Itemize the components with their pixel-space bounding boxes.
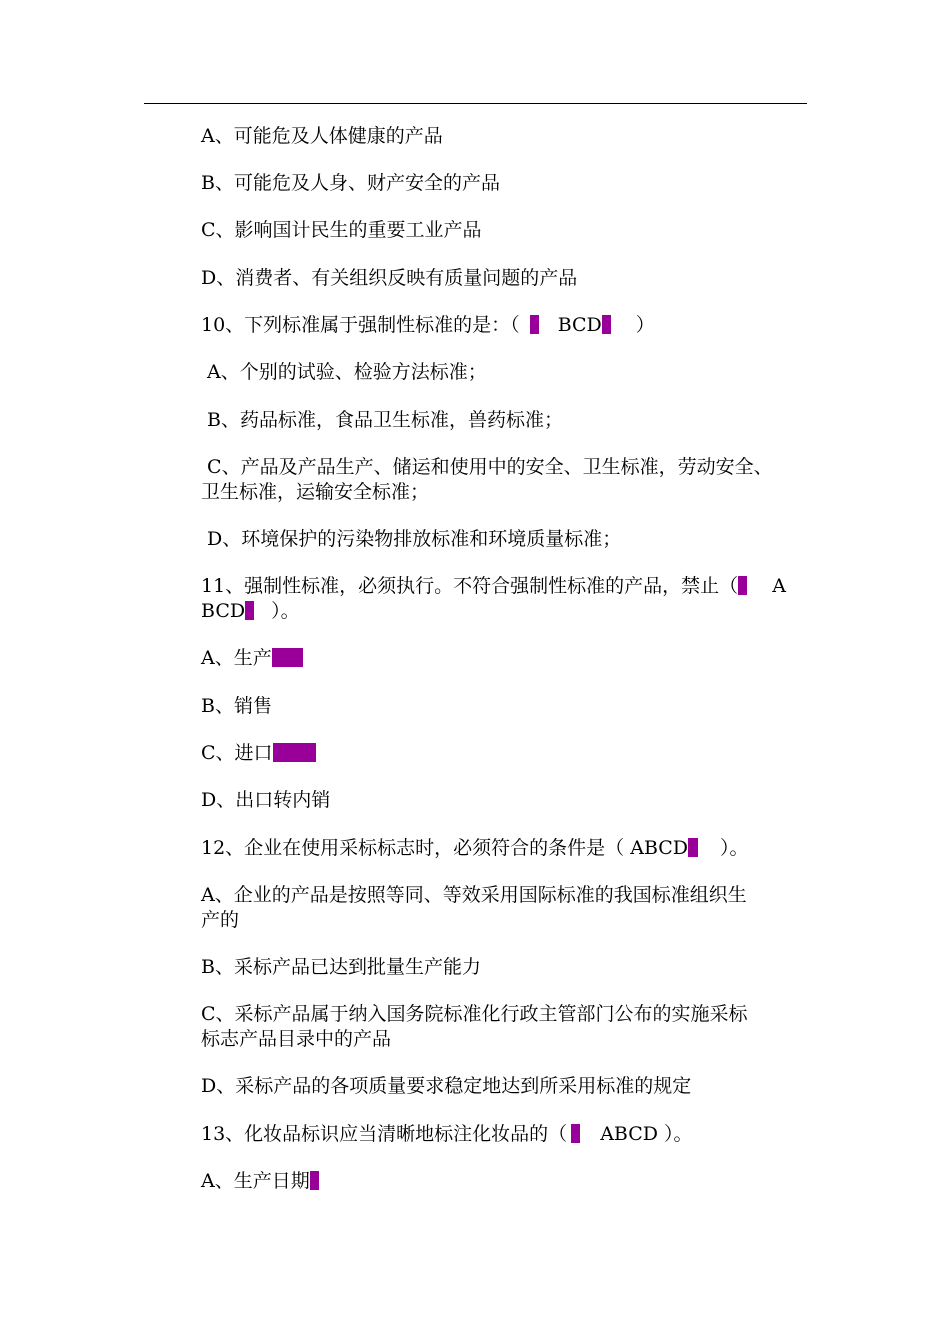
q12-question bbox=[201, 836, 811, 860]
header-rule bbox=[144, 103, 807, 104]
q10-option-d: D、环境保护的污染物排放标准和环境质量标准； bbox=[201, 528, 622, 550]
q11-option-d: D、出口转内销 bbox=[201, 789, 331, 811]
q10-option-a: A、个别的试验、检验方法标准； bbox=[201, 361, 487, 383]
highlight-mark bbox=[602, 315, 611, 334]
q10-option-b: B、药品标准，食品卫生标准，兽药标准； bbox=[201, 409, 564, 431]
q10-option-c-line2: 卫生标准，运输安全标准； bbox=[201, 481, 430, 503]
q11-option-a-text: A、生产 bbox=[201, 647, 272, 669]
q10-close-paren: ） bbox=[635, 314, 655, 336]
q13-option-a bbox=[201, 1169, 811, 1193]
q12-option-b: B、采标产品已达到批量生产能力 bbox=[201, 956, 481, 978]
q9-option-a: A、可能危及人体健康的产品 bbox=[201, 125, 443, 147]
q13-option-a-text: A、生产日期 bbox=[201, 1170, 310, 1192]
q10-answer: BCD bbox=[557, 314, 602, 336]
q10-option-c-line1: C、产品及产品生产、储运和使用中的安全、卫生标准，劳动安全、 bbox=[201, 456, 773, 478]
highlight-mark bbox=[738, 576, 747, 595]
q12-question-text: 12、企业在使用采标标志时，必须符合的条件是（ ABCD bbox=[201, 837, 689, 859]
q11-option-a bbox=[201, 646, 811, 670]
q12-option-d: D、采标产品的各项质量要求稳定地达到所采用标准的规定 bbox=[201, 1075, 692, 1097]
q11-option-b: B、销售 bbox=[201, 695, 272, 717]
q11-option-c bbox=[201, 741, 811, 765]
q11-question-line2 bbox=[201, 599, 811, 623]
q9-option-c: C、影响国计民生的重要工业产品 bbox=[201, 219, 482, 241]
q11-close-paren: ）。 bbox=[271, 600, 300, 622]
q12-option-c-line1: C、采标产品属于纳入国务院标准化行政主管部门公布的实施采标 bbox=[201, 1003, 748, 1025]
q11-question-text: 11、强制性标准，必须执行。不符合强制性标准的产品，禁止（ bbox=[201, 575, 739, 597]
q13-question bbox=[201, 1122, 811, 1146]
highlight-mark bbox=[273, 743, 316, 762]
q9-option-b: B、可能危及人身、财产安全的产品 bbox=[201, 172, 500, 194]
q9-option-d: D、消费者、有关组织反映有质量问题的产品 bbox=[201, 267, 578, 289]
highlight-mark bbox=[688, 838, 698, 857]
q11-option-c-text: C、进口 bbox=[201, 742, 273, 764]
q10-question bbox=[201, 313, 811, 337]
highlight-mark bbox=[272, 648, 303, 667]
q11-answer-part1: A bbox=[772, 575, 786, 597]
q12-option-a-line2: 产的 bbox=[201, 909, 240, 931]
highlight-mark bbox=[571, 1124, 580, 1143]
highlight-mark bbox=[530, 315, 539, 334]
q12-option-c-line2: 标志产品目录中的产品 bbox=[201, 1028, 392, 1050]
q13-question-text: 13、化妆品标识应当清晰地标注化妆品的（ bbox=[201, 1123, 568, 1145]
q11-question-line1 bbox=[201, 574, 811, 598]
highlight-mark bbox=[310, 1171, 319, 1190]
q10-question-text: 10、下列标准属于强制性标准的是：（ bbox=[201, 314, 520, 336]
highlight-mark bbox=[245, 601, 254, 620]
q13-answer: ABCD ）。 bbox=[600, 1123, 693, 1145]
q11-answer-part2: BCD bbox=[201, 600, 246, 622]
q12-option-a-line1: A、企业的产品是按照等同、等效采用国际标准的我国标准组织生 bbox=[201, 884, 747, 906]
q12-close-paren: ）。 bbox=[720, 837, 749, 859]
